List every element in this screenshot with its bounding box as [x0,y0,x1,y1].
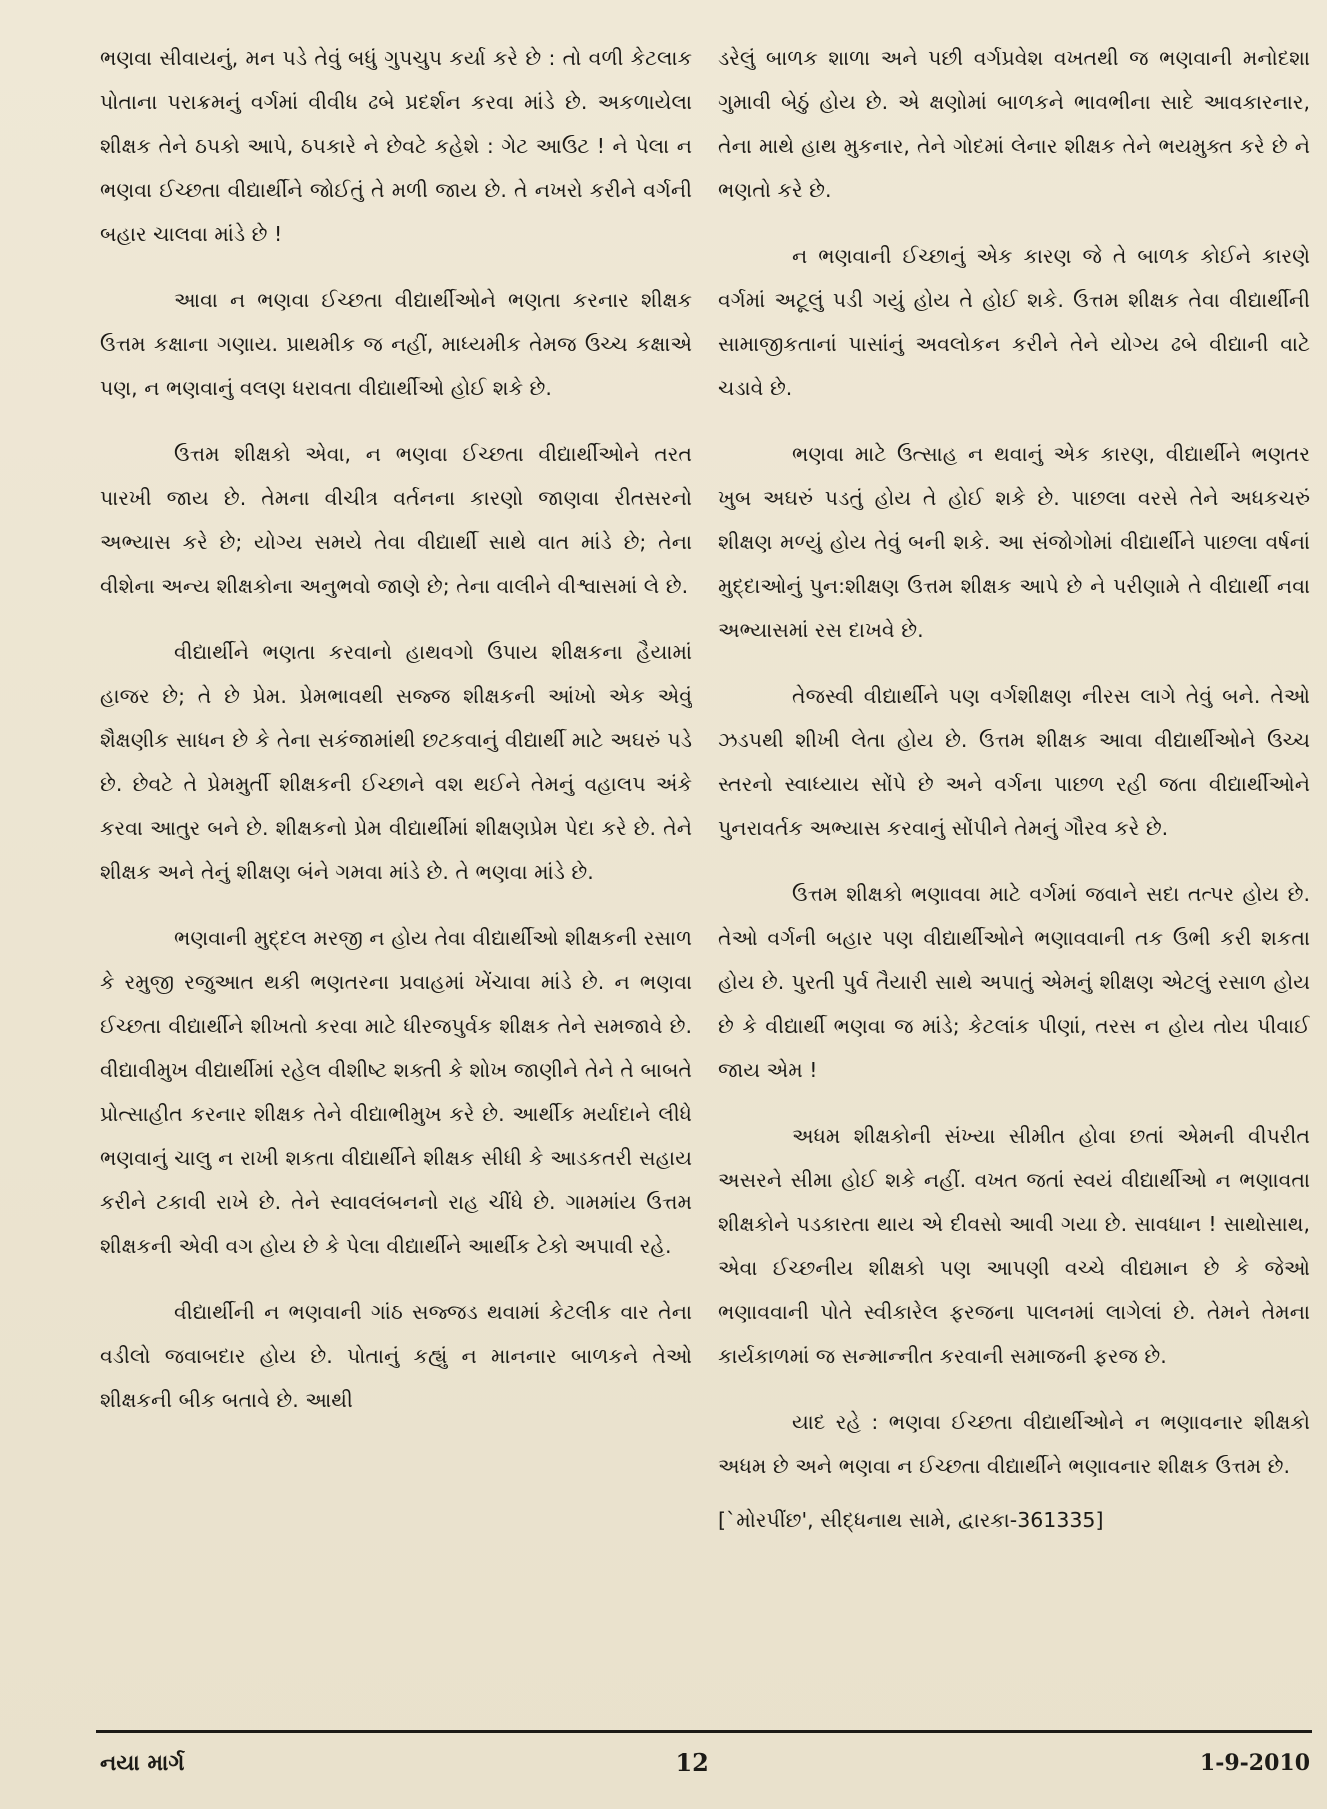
publication-name: નયા માર્ગ [100,1749,185,1776]
paragraph: અધમ શીક્ષકોની સંખ્યા સીમીત હોવા છતાં એમની વીપરીત અસરને સીમા હોઈ શકે નહીં. વખત જતાં સ્વયં વીદ્યાર્થીઓ ન ભણાવતા શીક્ષકોને પડકારતા થાય એ દીવસો આવી ગયા છે. સાવધાન ! સાથોસાથ, એવા ઈચ્છનીય શીક્ષકો પણ આપણી વચ્ચે વીદ્યમાન છે કે જેઓ ભણાવવાની પોતે સ્વીકારેલ ફરજના પાલનમાં લાગેલાં છે. તેમને તેમના કાર્યકાળમાં જ સન્માન્નીત કરવાની સમાજની ફરજ છે. [718,1124,1310,1368]
paragraph: ન ભણવાની ઈચ્છાનું એક કારણ જે તે બાળક કોઈને કારણે વર્ગમાં અટૂલું પડી ગયું હોય તે હોઈ શકે. ઉત્તમ શીક્ષક તેવા વીદ્યાર્થીની સામાજીકતાનાં પાસાંનું અવલોકન કરીને તેને યોગ્ય ઢબે વીદ્યાની વાટે ચડાવે છે. [718,244,1310,400]
paragraph: આવા ન ભણવા ઈચ્છતા વીદ્યાર્થીઓને ભણતા કરનાર શીક્ષક ઉત્તમ કક્ષાના ગણાય. પ્રાથમીક જ નહીં, માધ્યમીક તેમજ ઉચ્ચ કક્ષાએ પણ, ન ભણવાનું વલણ ધરાવતા વીદ્યાર્થીઓ હોઈ શકે છે. [100,288,692,400]
left-column [100,36,692,1726]
paragraph: ડરેલું બાળક શાળા અને પછી વર્ગપ્રવેશ વખતથી જ ભણવાની મનોદશા ગુમાવી બેઠું હોય છે. એ ક્ષણોમાં બાળકને ભાવભીના સાદે આવકારનાર, તેના માથે હાથ મુકનાર, તેને ગોદમાં લેનાર શીક્ષક તેને ભયમુક્ત કરે છે ને ભણતો કરે છે. [718,46,1310,202]
paragraph: ઉત્તમ શીક્ષકો ભણાવવા માટે વર્ગમાં જવાને સદા તત્પર હોય છે. તેઓ વર્ગની બહાર પણ વીદ્યાર્થીઓને ભણાવવાની તક ઉભી કરી શકતા હોય છે. પુરતી પુર્વ તૈયારી સાથે અપાતું એમનું શીક્ષણ એટલું રસાળ હોય છે કે વીદ્યાર્થી ભણવા જ માંડે; કેટલાંક પીણાં, તરસ ન હોય તોય પીવાઈ જાય એમ ! [718,882,1310,1082]
page-footer [100,1748,1310,1777]
paragraph: તેજસ્વી વીદ્યાર્થીને પણ વર્ગશીક્ષણ નીરસ લાગે તેવું બને. તેઓ ઝડપથી શીખી લેતા હોય છે. ઉત્તમ શીક્ષક આવા વીદ્યાર્થીઓને ઉચ્ચ સ્તરનો સ્વાધ્યાય સોંપે છે અને વર્ગના પાછળ રહી જતા વીદ્યાર્થીઓને પુનરાવર્તક અભ્યાસ કરવાનું સોંપીને તેમનું ગૌરવ કરે છે. [718,684,1310,840]
right-column [718,36,1310,1726]
paragraph: વીદ્યાર્થીને ભણતા કરવાનો હાથવગો ઉપાય શીક્ષકના હૈયામાં હાજર છે; તે છે પ્રેમ. પ્રેમભાવથી સજ્જ શીક્ષકની આંખો એક એવું શૈક્ષણીક સાધન છે કે તેના સકંજામાંથી છટકવાનું વીદ્યાર્થી માટે અઘરું પડે છે. છેવટે તે પ્રેમમુર્તી શીક્ષકની ઈચ્છાને વશ થઈને તેમનું વહાલપ અંકે કરવા આતુર બને છે. શીક્ષકનો પ્રેમ વીદ્યાર્થીમાં શીક્ષણપ્રેમ પેદા કરે છે. તેને શીક્ષક અને તેનું શીક્ષણ બંને ગમવા માંડે છે. તે ભણવા માંડે છે. [100,640,692,884]
paragraph: યાદ રહે : ભણવા ઈચ્છતા વીદ્યાર્થીઓને ન ભણાવનાર શીક્ષકો અધમ છે અને ભણવા ન ઈચ્છતા વીદ્યાર્થીને ભણાવનાર શીક્ષક ઉત્તમ છે. [718,1410,1310,1478]
issue-date: 1-9-2010 [1199,1749,1310,1776]
page-number: 12 [675,1748,709,1777]
paragraph: ભણવા માટે ઉત્સાહ ન થવાનું એક કારણ, વીદ્યાર્થીને ભણતર ખુબ અઘરું પડતું હોય તે હોઈ શકે છે. પાછલા વરસે તેને અધકચરું શીક્ષણ મળ્યું હોય તેવું બની શકે. આ સંજોગોમાં વીદ્યાર્થીને પાછલા વર્ષનાં મુદ્દાઓનું પુન:શીક્ષણ ઉત્તમ શીક્ષક આપે છે ને પરીણામે તે વીદ્યાર્થી નવા અભ્યાસમાં રસ દાખવે છે. [718,442,1310,642]
paragraph: વીદ્યાર્થીની ન ભણવાની ગાંઠ સજ્જડ થવામાં કેટલીક વાર તેના વડીલો જવાબદાર હોય છે. પોતાનું કહ્યું ન માનનાર બાળકને તેઓ શીક્ષકની બીક બતાવે છે. આથી [100,1300,692,1412]
paragraph: ઉત્તમ શીક્ષકો એવા, ન ભણવા ઈચ્છતા વીદ્યાર્થીઓને તરત પારખી જાય છે. તેમના વીચીત્ર વર્તનના કારણો જાણવા રીતસરનો અભ્યાસ કરે છે; યોગ્ય સમયે તેવા વીદ્યાર્થી સાથે વાત માંડે છે; તેના વીશેના અન્ય શીક્ષકોના અનુભવો જાણે છે; તેના વાલીને વીશ્વાસમાં લે છે. [100,442,692,598]
footer-divider [96,1730,1312,1733]
author-citation: [`મોરપીંછ', સીદ્ધનાથ સામે, દ્વારકા-361335] [718,1508,1104,1532]
paragraph: ભણવા સીવાયનું, મન પડે તેવું બધું ગુપચુપ કર્યા કરે છે : તો વળી કેટલાક પોતાના પરાક્રમનું વર્ગમાં વીવીધ ઢબે પ્રદર્શન કરવા માંડે છે. અકળાયેલા શીક્ષક તેને ઠપકો આપે, ઠપકારે ને છેવટે કહેશે : ગેટ આઉટ ! ને પેલા ન ભણવા ઈચ્છતા વીદ્યાર્થીને જોઈતું તે મળી જાય છે. તે નખરો કરીને વર્ગની બહાર ચાલવા માંડે છે ! [100,46,692,246]
paragraph: ભણવાની મુદ્દલ મરજી ન હોય તેવા વીદ્યાર્થીઓ શીક્ષકની રસાળ કે રમુજી રજુઆત થકી ભણતરના પ્રવાહમાં ખેંચાવા માંડે છે. ન ભણવા ઈચ્છતા વીદ્યાર્થીને શીખતો કરવા માટે ધીરજપુર્વક શીક્ષક તેને સમજાવે છે. વીદ્યાવીમુખ વીદ્યાર્થીમાં રહેલ વીશીષ્ટ શક્તી કે શોખ જાણીને તેને તે બાબતે પ્રોત્સાહીત કરનાર શીક્ષક તેને વીદ્યાભીમુખ કરે છે. આર્થીક મર્યાદાને લીધે ભણવાનું ચાલુ ન રાખી શકતા વીદ્યાર્થીને શીક્ષક સીધી કે આડકતરી સહાય કરીને ટકાવી રાખે છે. તેને સ્વાવલંબનનો રાહ ચીંધે છે. ગામમાંય ઉત્તમ શીક્ષકની એવી વગ હોય છે કે પેલા વીદ્યાર્થીને આર્થીક ટેકો અપાવી રહે. [100,926,692,1258]
article-columns [100,36,1310,1726]
